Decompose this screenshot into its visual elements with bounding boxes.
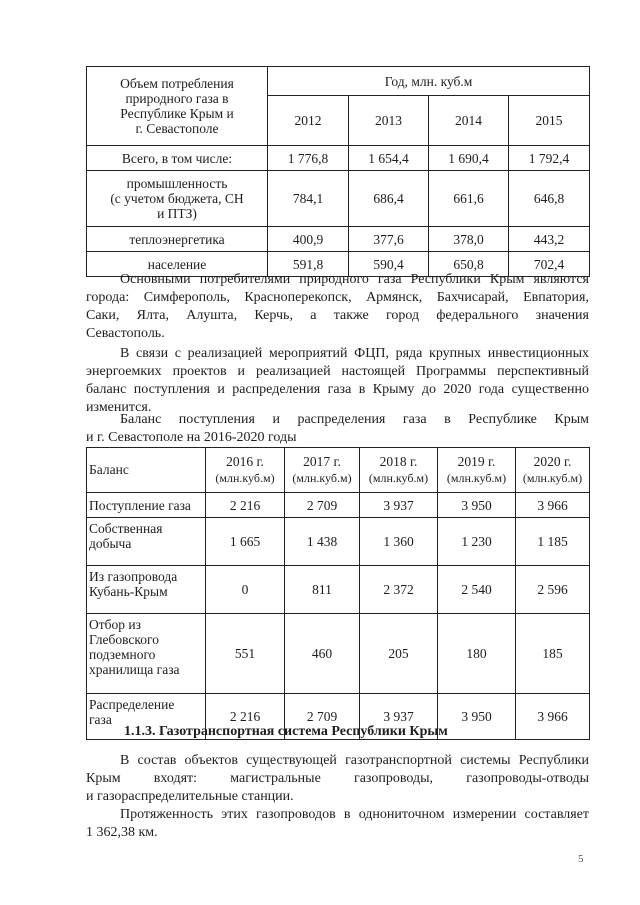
year-header: 2012 [268, 96, 349, 146]
text-line: баланс поступления и распределения газа в Крыму до 2020 года существенно [86, 382, 589, 397]
consumption-header-cell [87, 67, 268, 146]
cell-value: 646,8 [509, 171, 590, 227]
text-line: В состав объектов существующей газотранспортной системы Республики [120, 753, 589, 768]
row-label [87, 518, 206, 566]
row-label-line: (с учетом бюджета, СН [110, 191, 244, 206]
cell-value: 784,1 [268, 171, 349, 227]
row-label-line: газа [89, 712, 112, 727]
gas-consumption-table [86, 66, 590, 277]
row-label [87, 493, 206, 518]
row-label-line: подземного [89, 647, 156, 662]
text-line: изменится. [86, 400, 152, 415]
year-label: 2016 г. [226, 454, 264, 469]
year-label: 2020 г. [533, 454, 572, 469]
row-label-line: и ПТЗ) [157, 206, 197, 221]
cell-value: 650,8 [429, 252, 509, 277]
cell-value: 1 776,8 [268, 146, 349, 171]
cell-value: 205 [360, 614, 438, 694]
cell-value: 3 937 [360, 493, 438, 518]
header-line: природного газа в [125, 91, 229, 106]
cell-value: 1 665 [206, 518, 285, 566]
cell-value: 686,4 [349, 171, 429, 227]
cell-value: 3 966 [516, 493, 590, 518]
year-group-header: Год, млн. куб.м [268, 67, 590, 96]
text-line: Протяженность этих газопроводов в однониточном измерении составляет [120, 807, 589, 822]
cell-value: 2 216 [206, 493, 285, 518]
row-label-line: хранилища газа [89, 662, 180, 677]
row-label: население [87, 252, 268, 277]
row-label-line: Распределение [89, 697, 175, 712]
cell-value: 460 [285, 614, 360, 694]
table-row [87, 146, 590, 171]
row-label: Всего, в том числе: [87, 146, 268, 171]
cell-value: 3 950 [438, 493, 516, 518]
text-line: В связи с реализацией мероприятий ФЦП, ряда крупных инвестиционных [120, 346, 589, 361]
cell-value: 185 [516, 614, 590, 694]
header-line: Объем потребления [120, 76, 234, 91]
text-line: Севастополь. [86, 326, 165, 341]
cell-value: 2 540 [438, 566, 516, 614]
row-label [87, 566, 206, 614]
row-label-line: Отбор из [89, 617, 141, 632]
cell-value: 2 596 [516, 566, 590, 614]
cell-value: 590,4 [349, 252, 429, 277]
cell-value: 443,2 [509, 227, 590, 252]
cell-value: 377,6 [349, 227, 429, 252]
cell-value: 811 [285, 566, 360, 614]
text-line: города: Симферополь, Красноперекопск, Армянск, Бахчисарай, Евпатория, [86, 290, 589, 305]
year-column-header [438, 448, 516, 493]
table-row [87, 227, 590, 252]
row-label-line: Кубань-Крым [89, 584, 168, 599]
table-row [87, 493, 590, 518]
text-line: Основными потребителями природного газа Республики Крым являются [120, 272, 589, 287]
year-header: 2014 [429, 96, 509, 146]
year-column-header [516, 448, 590, 493]
cell-value: 3 966 [516, 694, 590, 740]
cell-value: 2 372 [360, 566, 438, 614]
header-line: г. Севастополе [135, 121, 219, 136]
year-label: 2018 г. [379, 454, 418, 469]
cell-value: 3 950 [438, 694, 516, 740]
year-header: 2013 [349, 96, 429, 146]
row-label-line: Из газопровода [89, 569, 178, 584]
paragraph-consumers [86, 271, 589, 343]
page-number: 5 [578, 853, 584, 865]
cell-value: 180 [438, 614, 516, 694]
text-line: 1 362,38 км. [86, 825, 158, 840]
cell-value: 591,8 [268, 252, 349, 277]
cell-value: 1 185 [516, 518, 590, 566]
cell-value: 2 709 [285, 694, 360, 740]
cell-value: 551 [206, 614, 285, 694]
row-label [87, 614, 206, 694]
row-label-line: добыча [89, 536, 132, 551]
cell-value: 378,0 [429, 227, 509, 252]
cell-value: 661,6 [429, 171, 509, 227]
text-line: Саки, Ялта, Алушта, Керчь, а также город федерального значения [86, 308, 589, 323]
row-label: теплоэнергетика [87, 227, 268, 252]
year-column-header [206, 448, 285, 493]
table-row [87, 614, 590, 694]
paragraph-pipeline-length [86, 806, 589, 842]
unit-label: (млн.куб.м) [368, 471, 429, 485]
header-line: Республике Крым и [120, 106, 234, 121]
paragraph-gts-composition [86, 752, 589, 806]
unit-label: (млн.куб.м) [215, 471, 275, 485]
balance-header: Баланс [87, 448, 206, 493]
year-column-header [285, 448, 360, 493]
cell-value: 1 792,4 [509, 146, 590, 171]
cell-value: 702,4 [509, 252, 590, 277]
year-header: 2015 [509, 96, 590, 146]
row-label-line: Собственная [89, 521, 163, 536]
year-label: 2017 г. [303, 454, 341, 469]
cell-value: 3 937 [360, 694, 438, 740]
table-row [87, 518, 590, 566]
table-caption [86, 411, 589, 447]
unit-label: (млн.куб.м) [446, 471, 507, 485]
cell-value: 1 690,4 [429, 146, 509, 171]
text-line: Баланс поступления и распределения газа в Республике Крым [120, 412, 589, 427]
cell-value: 0 [206, 566, 285, 614]
section-heading: 1.1.3. Газотранспортная система Республики Крым [124, 724, 448, 739]
row-label-line: промышленность [126, 176, 228, 191]
year-column-header [360, 448, 438, 493]
cell-value: 1 654,4 [349, 146, 429, 171]
cell-value: 2 709 [285, 493, 360, 518]
text-line: и газораспределительные станции. [86, 789, 294, 804]
table-row [87, 566, 590, 614]
row-label-line: Глебовского [89, 632, 159, 647]
cell-value: 400,9 [268, 227, 349, 252]
text-line: Крым входят: магистральные газопроводы, газопроводы-отводы [86, 771, 589, 786]
row-label [87, 171, 268, 227]
cell-value: 1 438 [285, 518, 360, 566]
row-label-line: Поступление газа [89, 497, 191, 513]
table-row [87, 171, 590, 227]
gas-balance-table [86, 447, 590, 740]
paragraph-fcp [86, 345, 589, 417]
unit-label: (млн.куб.м) [292, 471, 352, 485]
year-label: 2019 г. [457, 454, 496, 469]
unit-label: (млн.куб.м) [522, 471, 583, 485]
cell-value: 2 216 [206, 694, 285, 740]
text-line: энергоемких проектов и реализацией настоящей Программы перспективный [86, 364, 589, 379]
text-line: и г. Севастополе на 2016-2020 годы [86, 430, 297, 445]
cell-value: 1 230 [438, 518, 516, 566]
cell-value: 1 360 [360, 518, 438, 566]
